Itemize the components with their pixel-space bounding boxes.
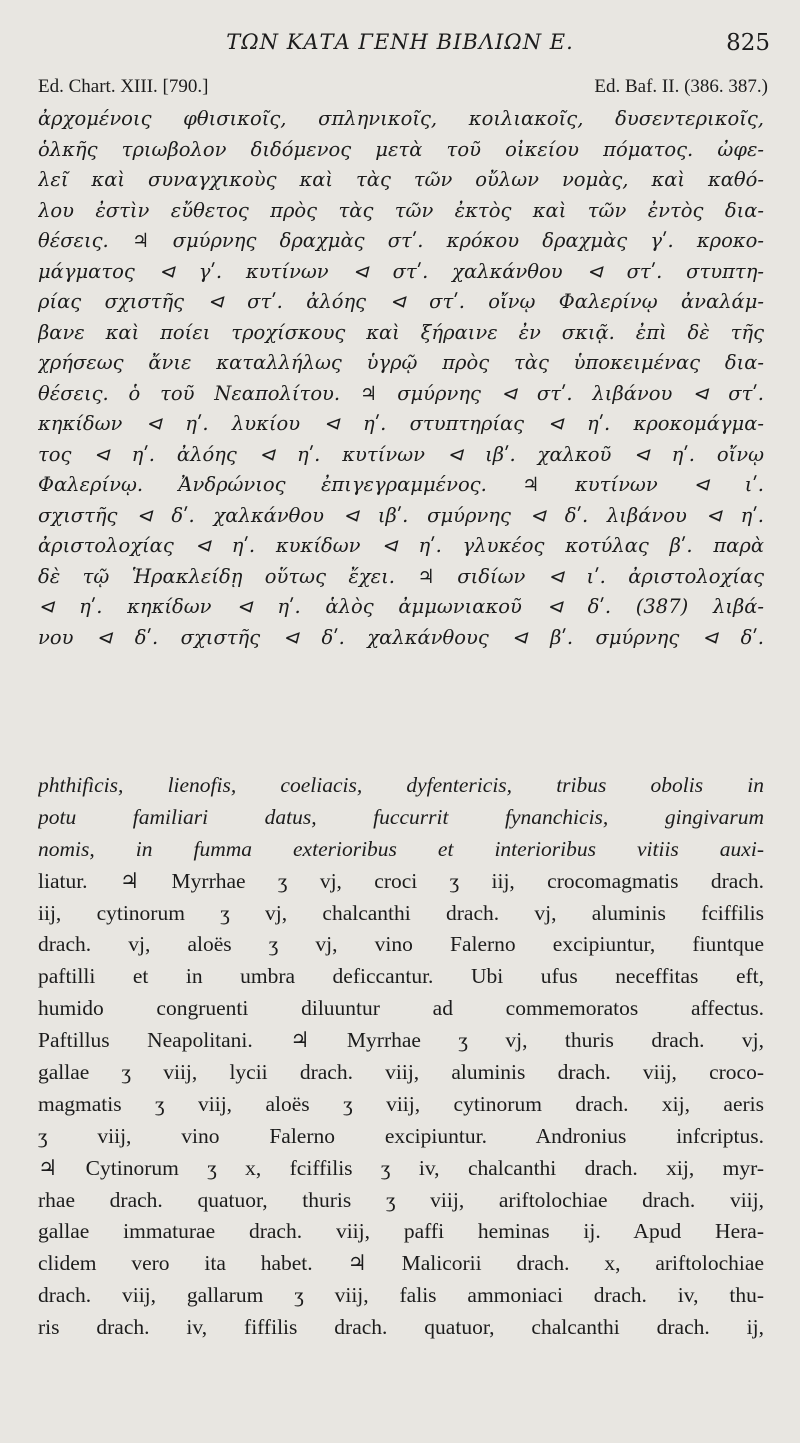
greek-line: χρήσεως ἄνιε καταλλήλως ὑγρῷ πρὸς τὰς ὑποκειμένας δια- bbox=[38, 351, 764, 374]
greek-line: λεῖ καὶ συναγχικοὺς καὶ τὰς τῶν οὔλων νομὰς, καὶ καθό- bbox=[38, 168, 764, 191]
greek-line: ἀρχομένοις φθισικοῖς, σπληνικοῖς, κοιλιακοῖς, δυσεντερικοῖς, bbox=[38, 107, 764, 130]
latin-line: humido congruenti diluuntur ad commemoratos affectus. bbox=[38, 996, 764, 1021]
edition-basel: Ed. Baf. II. (386. 387.) bbox=[594, 76, 768, 97]
latin-line: ♃ Cytinorum ʒ x, fciffilis ʒ iv, chalcanthi drach. xij, myr- bbox=[38, 1155, 764, 1180]
latin-line: liatur. ♃ Myrrhae ʒ vj, croci ʒ iij, crocomagmatis drach. bbox=[38, 868, 764, 893]
latin-line: potu familiari datus, fuccurrit fynanchicis, gingivarum bbox=[38, 804, 764, 829]
latin-line: gallae immaturae drach. viij, paffi heminas ij. Apud Hera- bbox=[38, 1219, 764, 1244]
greek-line: λου ἐστὶν εὔθετος πρὸς τὰς τῶν ἐκτὸς καὶ τῶν ἐντὸς δια- bbox=[38, 198, 764, 222]
greek-line: ρίας σχιστῆς ⊲ στʹ. ἀλόης ⊲ στʹ. οἴνῳ Φαλερίνῳ ἀναλάμ- bbox=[38, 290, 764, 313]
edition-references bbox=[38, 76, 768, 98]
latin-line: drach. vj, aloës ʒ vj, vino Falerno excipiuntur, fiuntque bbox=[38, 932, 764, 957]
greek-line: τος ⊲ ηʹ. ἀλόης ⊲ ηʹ. κυτίνων ⊲ ιβʹ. χαλκοῦ ⊲ ηʹ. οἴνῳ bbox=[38, 442, 764, 466]
latin-line: phthifìcis, lienofis, coeliacis, dyfentericis, tribus obolis in bbox=[38, 773, 764, 797]
latin-line: gallae ʒ viij, lycii drach. viij, aluminis drach. viij, croco- bbox=[38, 1060, 764, 1085]
greek-line: θέσεις. ♃ σμύρνης δραχμὰς στʹ. κρόκου δραχμὰς γʹ. κροκο- bbox=[38, 229, 764, 252]
latin-line: clidem vero ita habet. ♃ Malicorii drach. x, ariftolochiae bbox=[38, 1251, 764, 1276]
latin-line: magmatis ʒ viij, aloës ʒ viij, cytinorum drach. xij, aeris bbox=[38, 1091, 764, 1116]
latin-line: Paftillus Neapolitani. ♃ Myrrhae ʒ vj, thuris drach. vj, bbox=[38, 1028, 764, 1053]
page-number: 825 bbox=[726, 30, 770, 56]
greek-line: κηκίδων ⊲ ηʹ. λυκίου ⊲ ηʹ. στυπτηρίας ⊲ ηʹ. κροκομάγμα- bbox=[38, 412, 764, 435]
greek-text-block bbox=[38, 104, 764, 653]
greek-line: ὁλκῆς τριωβολον διδόμενος μετὰ τοῦ οἰκείου πόματος. ὠφε- bbox=[38, 137, 764, 161]
running-head: ΤΩΝ ΚΑΤΑ ΓΕΝΗ ΒΙΒΛΙΩΝ Ε. bbox=[226, 30, 574, 54]
greek-line: βανε καὶ ποίει τροχίσκους καὶ ξήραινε ἐν σκιᾷ. ἐπὶ δὲ τῆς bbox=[38, 320, 764, 344]
latin-line: paftilli et in umbra deficcantur. Ubi ufus neceffitas eft, bbox=[38, 964, 764, 989]
latin-line: ʒ viij, vino Falerno excipiuntur. Andronius infcriptus. bbox=[38, 1123, 764, 1148]
greek-line: δὲ τῷ Ἡρακλείδῃ οὕτως ἔχει. ♃ σιδίων ⊲ ιʹ. ἀριστολοχίας bbox=[38, 564, 764, 588]
greek-line: ἀριστολοχίας ⊲ ηʹ. κυκίδων ⊲ ηʹ. γλυκέος κοτύλας βʹ. παρὰ bbox=[38, 534, 764, 557]
greek-line: νου ⊲ δʹ. σχιστῆς ⊲ δʹ. χαλκάνθους ⊲ βʹ. σμύρνης ⊲ δʹ. bbox=[38, 625, 764, 649]
latin-line: drach. viij, gallarum ʒ viij, falis ammoniaci drach. iv, thu- bbox=[38, 1283, 764, 1308]
edition-chartier: Ed. Chart. XIII. [790.] bbox=[38, 76, 209, 97]
latin-line: nomis, in fumma exterioribus et interioribus vitiis auxi- bbox=[38, 836, 764, 861]
greek-line: Φαλερίνῳ. Ἀνδρώνιος ἐπιγεγραμμένος. ♃ κυτίνων ⊲ ιʹ. bbox=[38, 473, 764, 496]
greek-line: ⊲ ηʹ. κηκίδων ⊲ ηʹ. ἁλὸς ἀμμωνιακοῦ ⊲ δʹ. (387) λιβά- bbox=[38, 595, 764, 618]
latin-text-block bbox=[38, 770, 764, 1344]
greek-line: θέσεις. ὁ τοῦ Νεαπολίτου. ♃ σμύρνης ⊲ στʹ. λιβάνου ⊲ στʹ. bbox=[38, 381, 764, 405]
latin-line: iij, cytinorum ʒ vj, chalcanthi drach. vj, aluminis fciffilis bbox=[38, 900, 764, 925]
greek-line: μάγματος ⊲ γʹ. κυτίνων ⊲ στʹ. χαλκάνθου ⊲ στʹ. στυπτη- bbox=[38, 259, 764, 283]
latin-line: rhae drach. quatuor, thuris ʒ viij, ariftolochiae drach. viij, bbox=[38, 1187, 764, 1212]
greek-line: σχιστῆς ⊲ δʹ. χαλκάνθου ⊲ ιβʹ. σμύρνης ⊲ δʹ. λιβάνου ⊲ ηʹ. bbox=[38, 503, 764, 527]
latin-line: ris drach. iv, fiffilis drach. quatuor, chalcanthi drach. ij, bbox=[38, 1315, 764, 1340]
